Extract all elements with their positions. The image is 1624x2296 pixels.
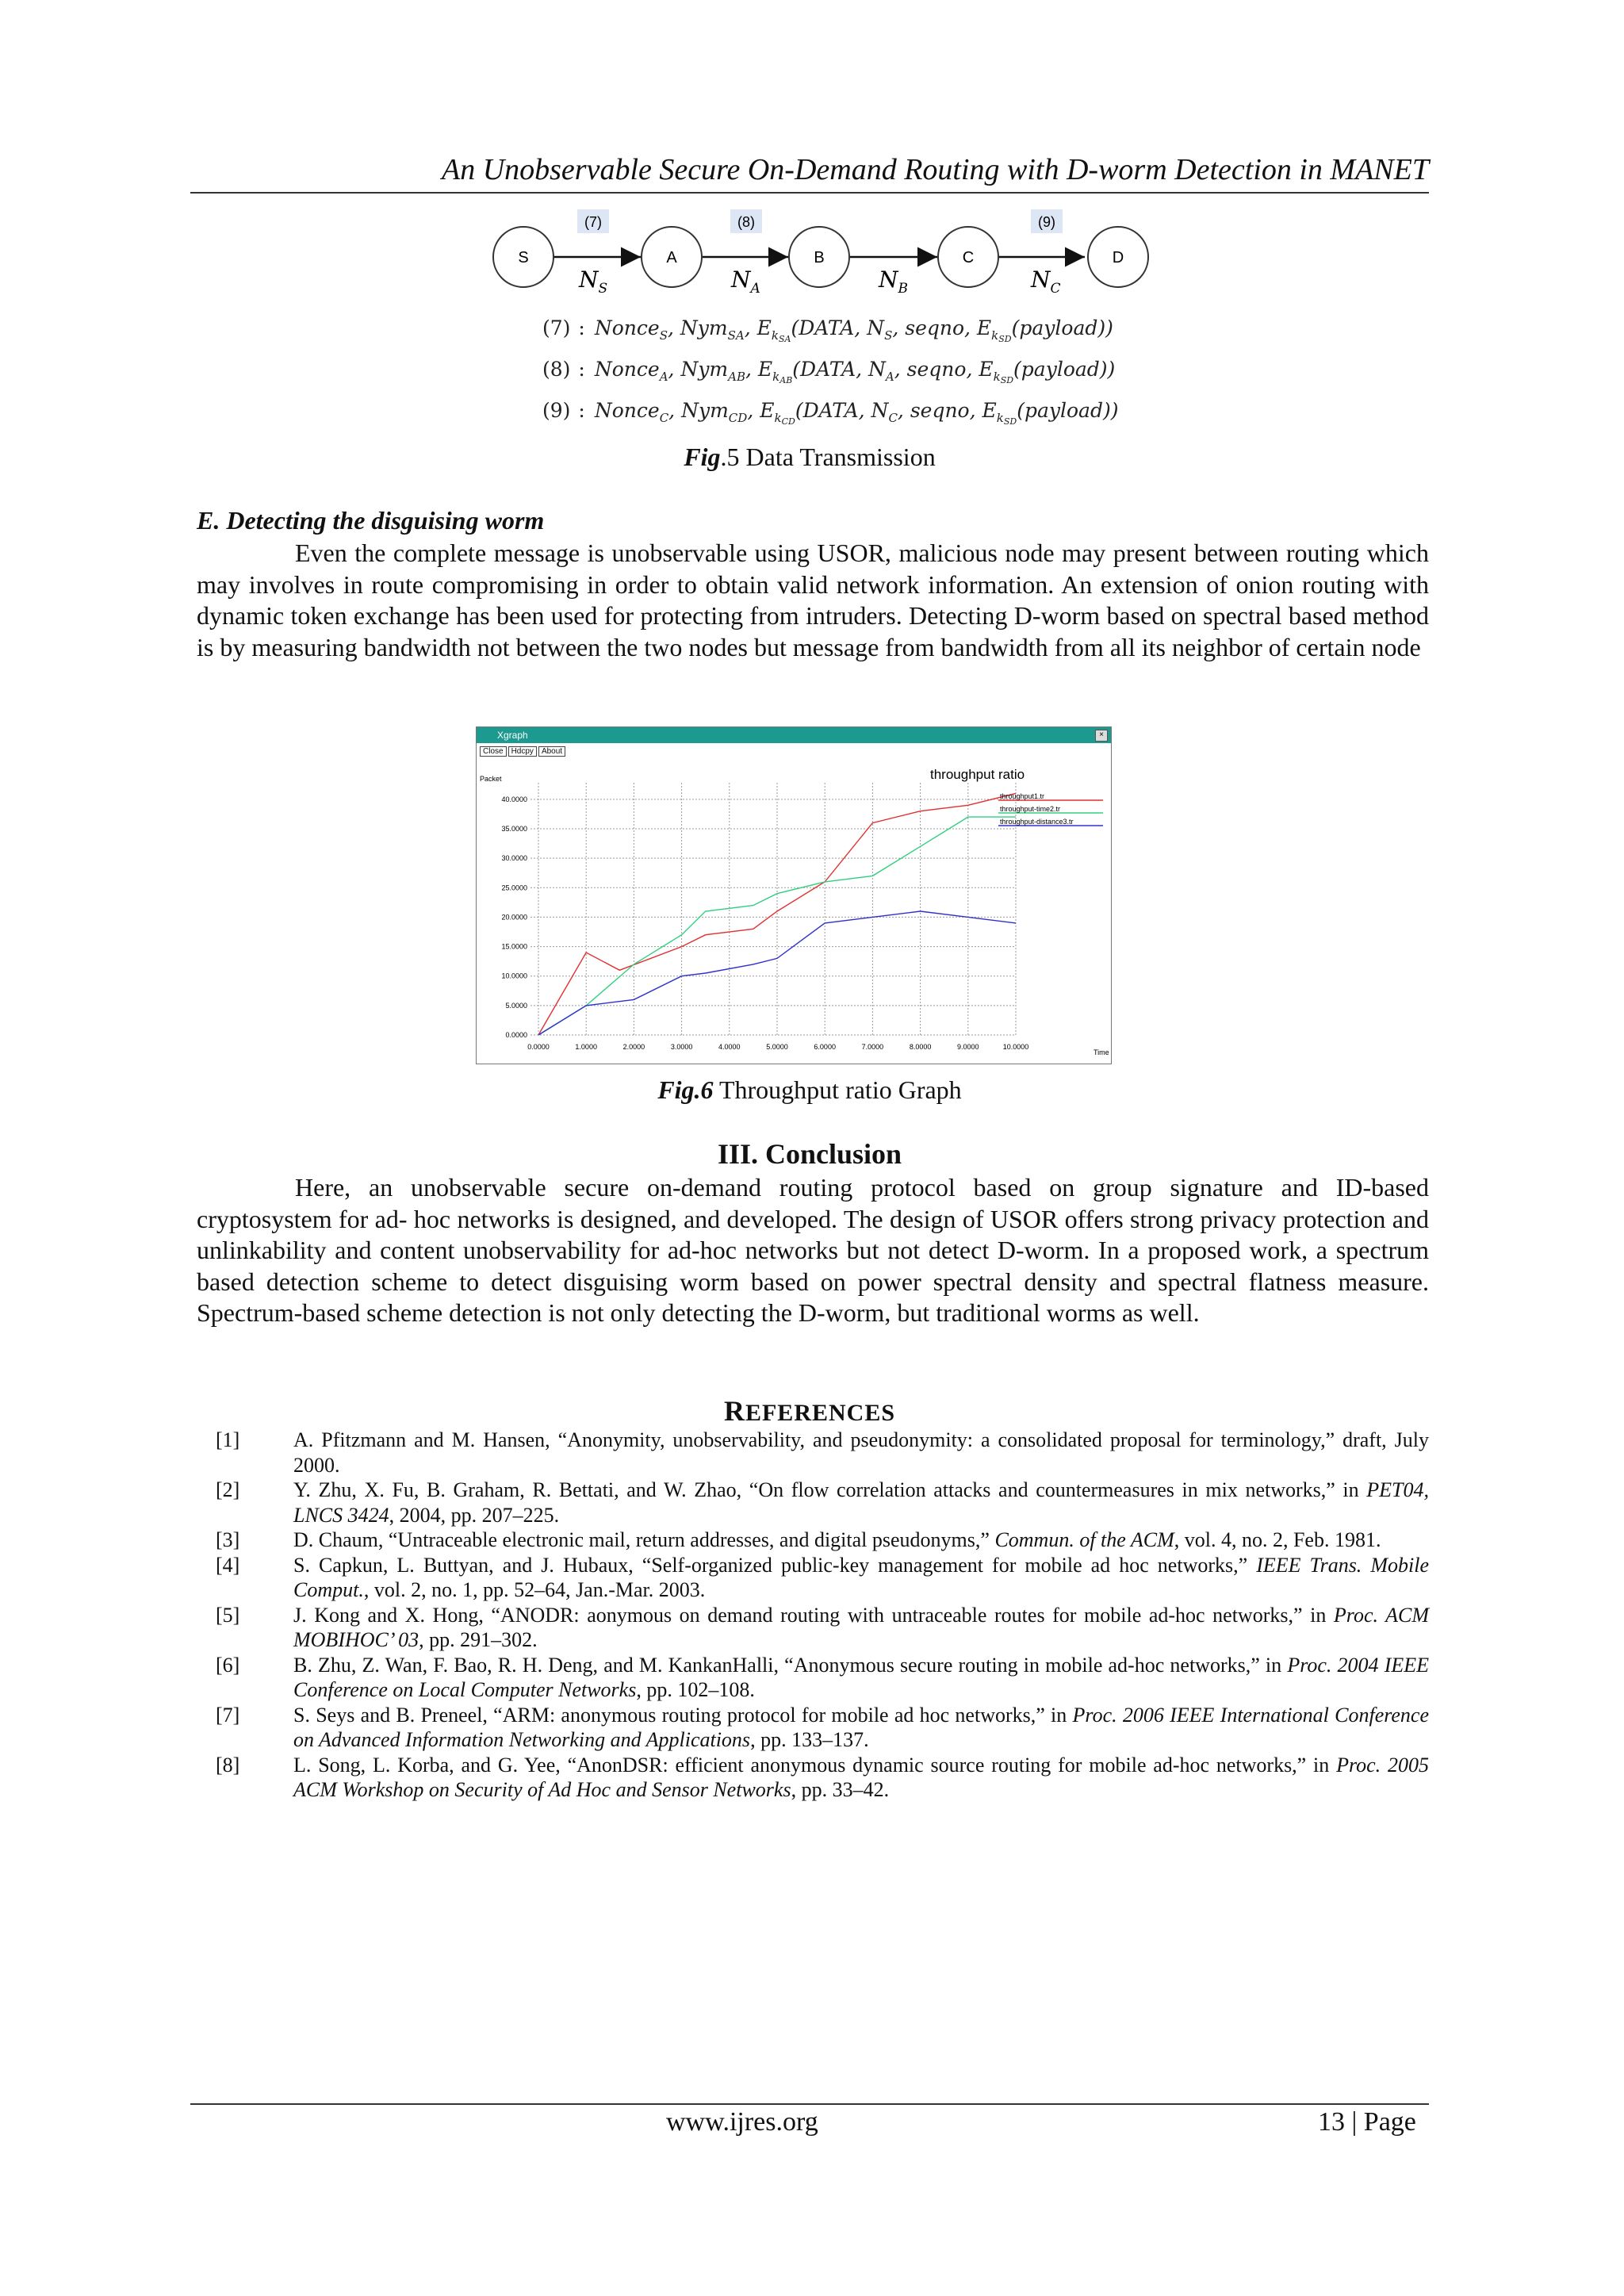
conclusion-body [197, 1172, 1429, 1329]
footer-url[interactable]: www.ijres.org [666, 2107, 818, 2137]
reference-text: L. Song, L. Korba, and G. Yee, “AnonDSR: efficient anonymous dynamic source routing for mobile ad-hoc networks,” in Proc. 2005 ACM Workshop on Security of Ad Hoc and Sensor Networks, pp. 33–42. [293, 1753, 1429, 1801]
y-tick-label: 5.0000 [505, 1001, 527, 1010]
reference-text: B. Zhu, Z. Wan, F. Bao, R. H. Deng, and M. KankanHalli, “Anonymous secure routing in mobile ad-hoc networks,” in Proc. 2004 IEEE Conference on Local Computer Networks, pp. 102–108. [293, 1653, 1429, 1701]
reference-item [216, 1478, 1429, 1527]
x-tick-label: 1.0000 [575, 1043, 597, 1051]
reference-text: J. Kong and X. Hong, “ANODR: aonymous on demand routing with untraceable routes for mobile ad-hoc networks,” in Proc. ACM MOBIHOC’ 03, pp. 291–302. [293, 1603, 1429, 1651]
x-tick-label: 10.0000 [1002, 1043, 1029, 1051]
reference-text: S. Seys and B. Preneel, “ARM: anonymous routing protocol for mobile ad hoc networks,” in Proc. 2006 IEEE International Conference on Advanced Information Networking and Applications, pp. 133–137. [293, 1703, 1430, 1751]
reference-text: D. Chaum, “Untraceable electronic mail, return addresses, and digital pseudonyms,” Commun. of the ACM, vol. 4, no. 2, Feb. 1981. [293, 1528, 1381, 1551]
y-tick-label: 25.0000 [501, 884, 527, 892]
running-title: An Unobservable Secure On-Demand Routing with D-worm Detection in MANET [441, 153, 1429, 186]
node-d [1088, 227, 1148, 287]
svg-text:D: D [1112, 249, 1124, 266]
window-close-icon[interactable]: × [1095, 730, 1108, 742]
fig6-caption-text: Throughput ratio Graph [713, 1075, 962, 1104]
fig6-caption [190, 1075, 1429, 1105]
equation-8: (8) : Nonce$_A$, Nym$_{AB}$, $E_kAB(DATA$, $N_A$, seqno, $E_kSD(payload)$) [542, 358, 1116, 385]
x-tick-label: 3.0000 [670, 1043, 693, 1051]
reference-number: [7] [216, 1703, 240, 1727]
section-e-heading: E. Detecting the disguising worm [197, 506, 545, 535]
about-button[interactable]: About [538, 746, 565, 757]
reference-number: [3] [216, 1528, 240, 1551]
x-tick-label: 9.0000 [957, 1043, 979, 1051]
reference-number: [8] [216, 1753, 240, 1777]
reference-item [216, 1428, 1429, 1478]
reference-text: Y. Zhu, X. Fu, B. Graham, R. Bettati, and W. Zhao, “On flow correlation attacks and countermeasures in mix networks,” in PET04, LNCS 3424, 2004, pp. 207–225. [293, 1478, 1429, 1527]
y-tick-label: 0.0000 [505, 1031, 527, 1039]
reference-number: [6] [216, 1653, 240, 1677]
svg-text:B: B [814, 249, 825, 266]
node-a [642, 227, 702, 287]
edge-label-nc: $N_C$ [1031, 266, 1061, 297]
x-tick-label: 7.0000 [861, 1043, 884, 1051]
chart-ylabel: Packet [480, 775, 502, 783]
node-s [493, 227, 553, 287]
legend-label: throughput1.tr [1000, 792, 1045, 800]
section-e-paragraph: Even the complete message is unobservable using USOR, malicious node may present between routing which may involves in route compromising in order to obtain valid network information. An extension of onion routing with dynamic token exchange has been used for protecting from intruders. Detecting D-worm based on spectral based method is by measuring bandwidth not between the two nodes but message from bandwidth from all its neighbor of certain node [197, 539, 1429, 661]
reference-text: S. Capkun, L. Buttyan, and J. Hubaux, “Self-organized public-key management for mobile ad hoc networks,” IEEE Trans. Mobile Comput., vol. 2, no. 1, pp. 52–64, Jan.-Mar. 2003. [293, 1553, 1429, 1601]
throughput-chart [477, 743, 1111, 1064]
step-label-7: (7) [584, 214, 602, 230]
hardcopy-button[interactable]: Hdcpy [508, 746, 537, 757]
y-tick-label: 20.0000 [501, 913, 527, 922]
equation-7: (7) : Nonce$_S$, Nym$_{SA}$, $E_kSA(DATA$, $N_S$, seqno, $E_kSD(payload)$) [542, 316, 1113, 344]
x-tick-label: 2.0000 [622, 1043, 645, 1051]
reference-item [216, 1553, 1429, 1603]
reference-number: [1] [216, 1428, 240, 1451]
svg-text:C: C [962, 249, 975, 266]
x-tick-label: 5.0000 [766, 1043, 788, 1051]
xgraph-window [476, 726, 1112, 1064]
chart-title: throughput ratio [930, 767, 1025, 782]
equation-9: (9) : Nonce$_C$, Nym$_{CD}$, $E_kCD(DATA$, $N_C$, seqno, $E_kSD(payload)$) [542, 399, 1119, 427]
reference-item [216, 1653, 1429, 1703]
reference-item [216, 1753, 1429, 1803]
svg-text:S: S [518, 249, 529, 266]
footer-rule [190, 2103, 1429, 2105]
edge-label-na: $N_A$ [731, 266, 760, 297]
chart-xlabel: Time [1094, 1048, 1109, 1056]
reference-number: [5] [216, 1603, 240, 1627]
legend-label: throughput-distance3.tr [1000, 818, 1074, 826]
y-tick-label: 15.0000 [501, 942, 527, 951]
fig5-caption-text: .5 Data Transmission [720, 443, 936, 471]
section-e-body [197, 538, 1429, 663]
y-tick-label: 35.0000 [501, 825, 527, 833]
node-c [938, 227, 998, 287]
reference-item [216, 1527, 1429, 1553]
step-label-8: (8) [737, 214, 755, 230]
conclusion-heading: III. Conclusion [717, 1138, 902, 1170]
reference-text: A. Pfitzmann and M. Hansen, “Anonymity, unobservability, and pseudonymity: a consolidated proposal for terminology,” draft, July 2000. [293, 1428, 1429, 1477]
header-rule [190, 192, 1429, 194]
conclusion-paragraph: Here, an unobservable secure on-demand routing protocol based on group signature and ID-based cryptosystem for ad- hoc networks is designed, and developed. The design of USOR offers strong privacy protection and unlinkability and content unobservability for ad-hoc networks but not detect D-worm. In a proposed work, a spectrum based detection scheme to detect disguising worm based on power spectral density and spectral flatness measure. Spectrum-based scheme detection is not only detecting the D-worm, but traditional worms as well. [197, 1173, 1429, 1327]
reference-item [216, 1703, 1429, 1753]
reference-list [216, 1428, 1429, 1803]
xgraph-titlebar [477, 727, 1111, 743]
fig5-caption [190, 443, 1429, 472]
svg-text:A: A [666, 249, 677, 266]
reference-number: [2] [216, 1478, 240, 1501]
x-tick-label: 4.0000 [718, 1043, 741, 1051]
x-tick-label: 6.0000 [814, 1043, 836, 1051]
legend-label: throughput-time2.tr [1000, 805, 1061, 813]
xgraph-title: Xgraph [497, 730, 528, 741]
edge-label-nb: $N_B$ [879, 266, 908, 297]
fig5-caption-label: Fig [684, 443, 721, 471]
step-label-9: (9) [1038, 214, 1055, 230]
edge-label-ns: $N_S$ [579, 266, 608, 297]
y-tick-label: 10.0000 [501, 972, 527, 980]
reference-item [216, 1603, 1429, 1653]
references-heading: REFERENCES [723, 1395, 896, 1427]
footer-page-number: 13 | Page [1318, 2107, 1416, 2137]
reference-number: [4] [216, 1553, 240, 1577]
close-button[interactable]: Close [480, 746, 507, 757]
y-tick-label: 30.0000 [501, 854, 527, 863]
x-tick-label: 8.0000 [909, 1043, 932, 1051]
node-b [789, 227, 849, 287]
x-tick-label: 0.0000 [527, 1043, 550, 1051]
y-tick-label: 40.0000 [501, 795, 527, 803]
fig6-caption-label: Fig.6 [657, 1075, 714, 1104]
fig5-diagram [484, 208, 1158, 438]
